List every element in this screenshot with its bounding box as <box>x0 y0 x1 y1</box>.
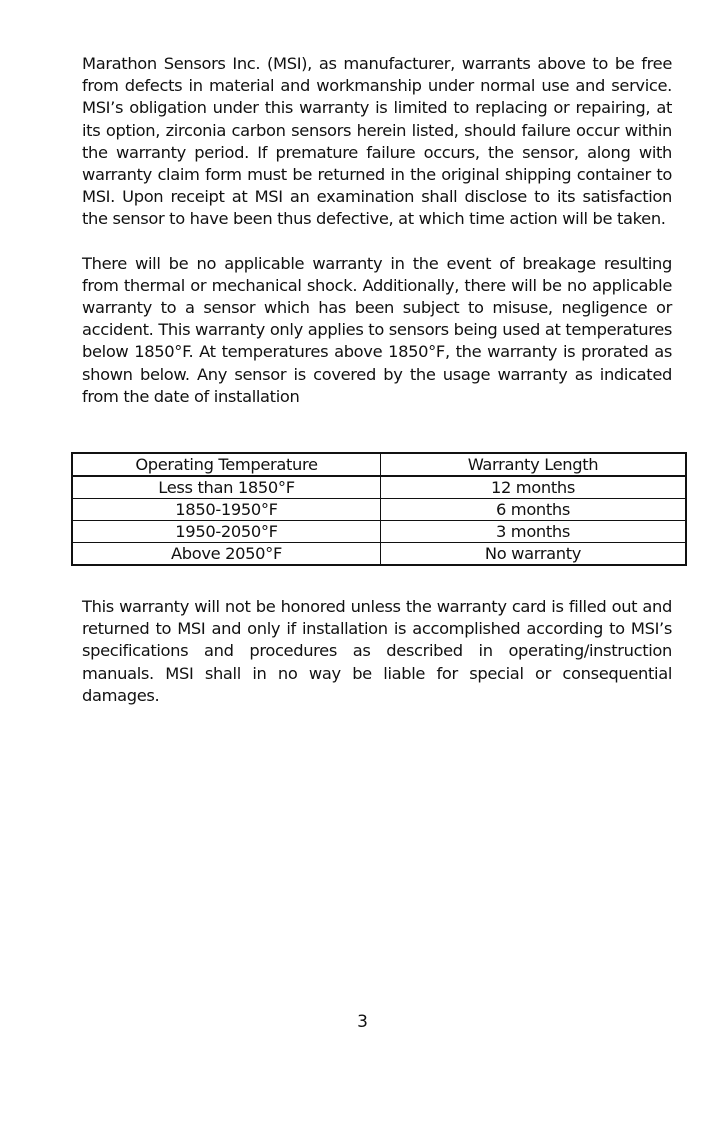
warranty-table <box>71 452 687 566</box>
temperature-cell: 1850-1950°F <box>72 499 381 521</box>
temperature-cell: Less than 1850°F <box>72 476 381 499</box>
table-row <box>72 499 686 521</box>
warranty-paragraph-coverage: Marathon Sensors Inc. (MSI), as manufacturer, warrants above to be free from defects in material and workmanship under normal use and service. MSI’s obligation under this warranty is limited to replacing or repairing, at its option, zirconia carbon sensors herein listed, should failure occur within the warranty period. If premature failure occurs, the sensor, along with warranty claim form must be returned in the original shipping container to MSI. Upon receipt at MSI an examination shall disclose to its satisfaction the sensor to have been thus defective, at which time action will be taken. <box>82 54 672 229</box>
warranty-length-cell: 12 months <box>381 476 687 499</box>
table-header-row <box>72 453 686 476</box>
table-row <box>72 543 686 566</box>
temperature-cell: Above 2050°F <box>72 543 381 566</box>
page-number: 3 <box>357 1012 368 1032</box>
warranty-length-cell: No warranty <box>381 543 687 566</box>
column-header-warranty-length: Warranty Length <box>381 453 687 476</box>
warranty-conditions-block <box>82 596 672 707</box>
warranty-paragraph-exclusions: There will be no applicable warranty in the event of breakage resulting from thermal or mechanical shock. Additionally, there will be no applicable warranty to a sensor which has been subject to misuse, negligence or accident. This warranty only applies to sensors being used at temperatures below 1850°F. At temperatures above 1850°F, the warranty is prorated as shown below. Any sensor is covered by the usage warranty as indicated from the date of installation <box>82 253 672 406</box>
warranty-paragraph-conditions: This warranty will not be honored unless the warranty card is filled out and returned to MSI and only if installation is accomplished according to MSI’s specifications and procedures as described in operating/instruction manuals. MSI shall in no way be liable for special or consequential damages. <box>82 597 672 705</box>
temperature-cell: 1950-2050°F <box>72 521 381 543</box>
table-row <box>72 476 686 499</box>
warranty-text-block <box>82 53 672 408</box>
warranty-length-cell: 3 months <box>381 521 687 543</box>
warranty-length-cell: 6 months <box>381 499 687 521</box>
table-row <box>72 521 686 543</box>
column-header-operating-temperature: Operating Temperature <box>72 453 381 476</box>
